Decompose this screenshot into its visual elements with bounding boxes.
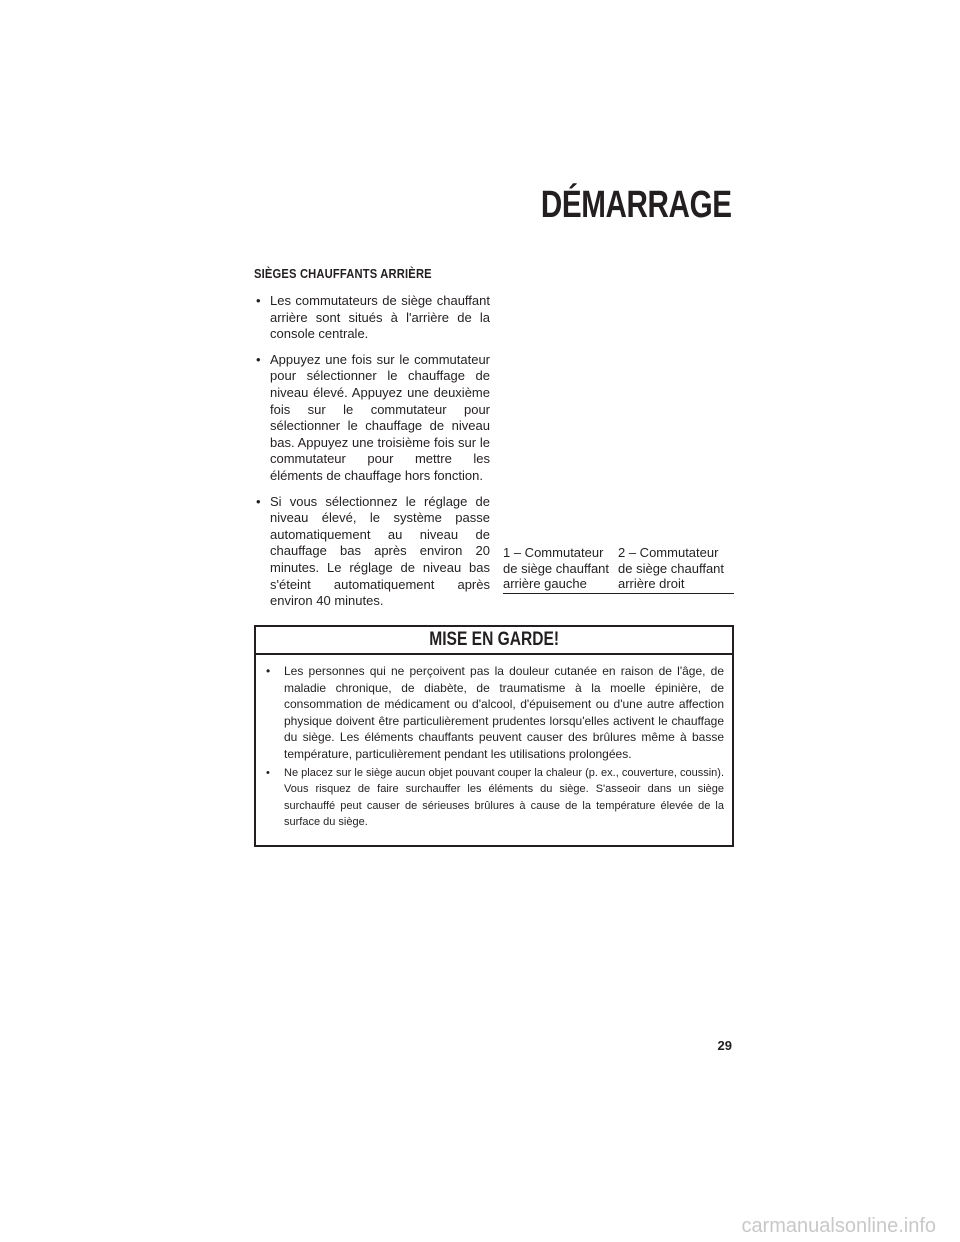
warning-text: Les personnes qui ne perçoivent pas la douleur cutanée en raison de l'âge, de maladie chronique, de diabète, de traumatisme à la moelle épinière, de consommation de médicament ou d'alcool, d'épuisement ou d'une autre affection physique doivent être particulièrement prudentes lorsqu'elles activent le chauffage du siège. Les éléments chauffants peuvent causer des brûlures même à basse température, particulièrement pendant les utilisations prolongées.: [284, 664, 724, 761]
bullet-icon: •: [256, 351, 261, 367]
figure-captions: [503, 545, 734, 594]
warning-item: [266, 663, 724, 763]
caption-right: 2 – Commutateur de siège chauffant arrière droit: [618, 545, 725, 591]
watermark: carmanualsonline.info: [741, 1215, 936, 1237]
caption-left: 1 – Commutateur de siège chauffant arrière gauche: [503, 545, 610, 591]
warning-item: [266, 765, 724, 831]
list-item: [254, 352, 490, 485]
bullet-list: [254, 293, 490, 610]
list-item: [254, 494, 490, 610]
warning-title: [256, 627, 732, 655]
bullet-icon: •: [256, 493, 261, 509]
text-column: [254, 266, 490, 619]
bullet-icon: •: [266, 664, 271, 678]
warning-box: [254, 625, 734, 847]
bullet-icon: •: [256, 293, 261, 308]
bullet-text: Si vous sélectionnez le réglage de niveau élevé, le système passe automatiquement au niveau de chauffage bas après environ 20 minutes. Le réglage de niveau bas s'éteint automatiquement après environ 40 minutes.: [270, 493, 490, 609]
warning-title-text: MISE EN GARDE!: [429, 629, 559, 650]
subheading: SIÈGES CHAUFFANTS ARRIÈRE: [254, 266, 432, 281]
list-item: [254, 293, 490, 343]
warning-body: [256, 655, 732, 831]
page-number: 29: [717, 1038, 732, 1053]
warning-text: Ne placez sur le siège aucun objet pouvant couper la chaleur (p. ex., couverture, coussin). Vous risquez de faire surchauffer les éléments du siège. S'asseoir dans un siège surchauffé peut causer de sérieuses brûlures à cause de la température élevée de la surface du siège.: [284, 766, 724, 829]
bullet-text: Les commutateurs de siège chauffant arrière sont situés à l'arrière de la console centrale.: [270, 293, 490, 342]
section-header: DÉMARRAGE: [541, 184, 732, 226]
bullet-icon: •: [266, 766, 270, 779]
bullet-text: Appuyez une fois sur le commutateur pour sélectionner le chauffage de niveau élevé. Appuyez une deuxième fois sur le commutateur pour sélectionner le chauffage de niveau bas. Appuyez une troisième fois sur le commutateur pour mettre les éléments de chauffage hors fonction.: [270, 351, 490, 483]
